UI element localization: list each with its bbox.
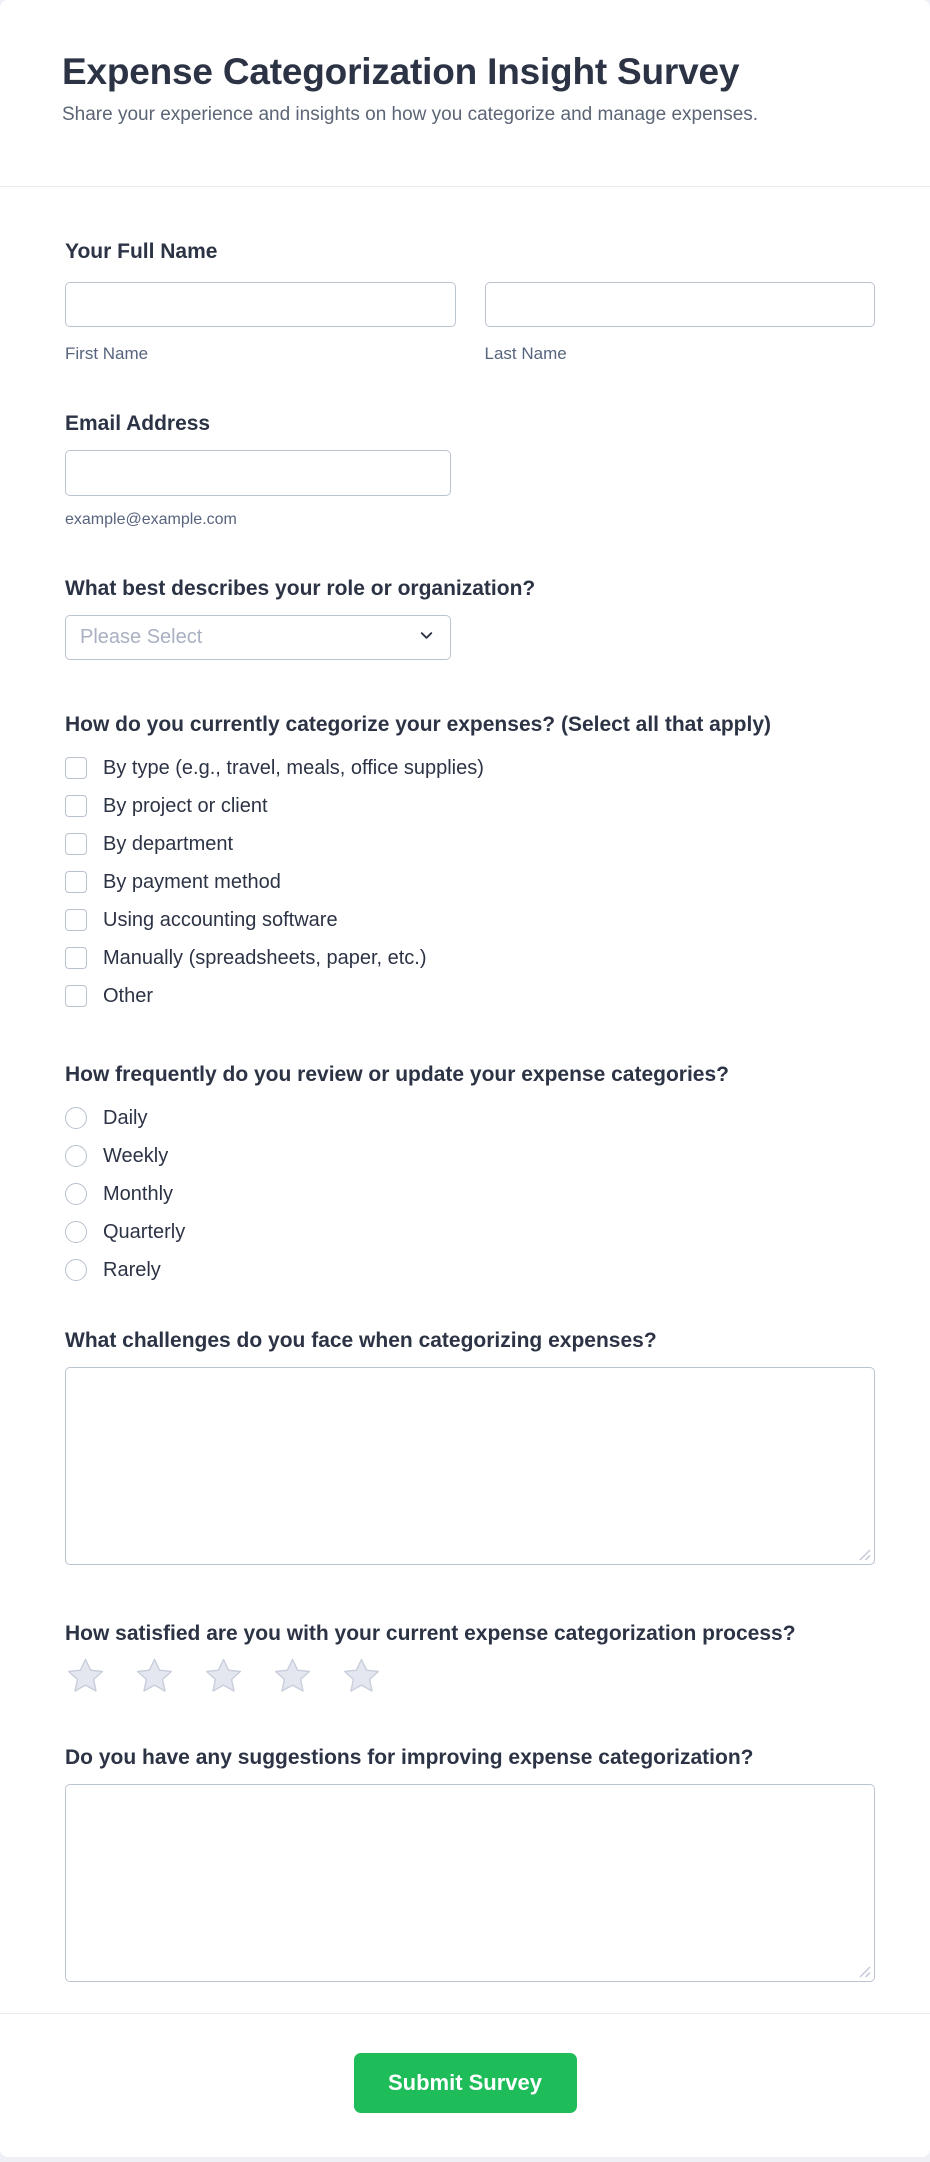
radio-option-label: Weekly (103, 1145, 169, 1167)
frequency-options (65, 1105, 875, 1283)
checkbox-icon[interactable] (65, 985, 87, 1007)
categorize-label: How do you currently categorize your expenses? (Select all that apply) (65, 713, 772, 736)
question-suggestions (65, 1745, 875, 1982)
checkbox-option-label: Other (103, 985, 154, 1007)
star-icon-5[interactable] (343, 1658, 380, 1694)
radio-option-rarely[interactable] (65, 1257, 875, 1283)
question-full-name (65, 239, 875, 364)
radio-option-label: Daily (103, 1107, 148, 1129)
checkbox-option-by-type[interactable] (65, 755, 875, 781)
challenges-label: What challenges do you face when categorizing expenses? (65, 1329, 657, 1352)
submit-row (0, 2053, 930, 2113)
submit-button[interactable]: Submit Survey (354, 2053, 577, 2113)
checkbox-option-by-payment-method[interactable] (65, 869, 875, 895)
role-label: What best describes your role or organization? (65, 577, 536, 600)
checkbox-icon[interactable] (65, 947, 87, 969)
checkbox-icon[interactable] (65, 795, 87, 817)
challenges-textarea[interactable] (65, 1367, 875, 1565)
checkbox-option-label: By department (103, 833, 234, 855)
email-input[interactable] (65, 450, 451, 496)
radio-icon[interactable] (65, 1221, 87, 1243)
question-challenges (65, 1328, 875, 1565)
star-icon-3[interactable] (205, 1658, 242, 1694)
radio-option-quarterly[interactable] (65, 1219, 875, 1245)
question-categorize (65, 712, 875, 1009)
question-email (65, 411, 875, 530)
challenges-textarea-wrap (65, 1367, 875, 1565)
footer-divider (0, 2013, 930, 2014)
role-select[interactable] (65, 615, 451, 660)
radio-option-daily[interactable] (65, 1105, 875, 1131)
radio-icon[interactable] (65, 1107, 87, 1129)
star-rating (67, 1658, 875, 1694)
checkbox-icon[interactable] (65, 757, 87, 779)
radio-option-monthly[interactable] (65, 1181, 875, 1207)
email-label: Email Address (65, 412, 211, 435)
checkbox-option-by-project[interactable] (65, 793, 875, 819)
radio-option-label: Quarterly (103, 1221, 186, 1243)
radio-icon[interactable] (65, 1145, 87, 1167)
categorize-options (65, 755, 875, 1009)
frequency-label: How frequently do you review or update your expense categories? (65, 1063, 729, 1086)
checkbox-option-label: By type (e.g., travel, meals, office supplies) (103, 757, 484, 779)
satisfaction-label: How satisfied are you with your current expense categorization process? (65, 1622, 796, 1645)
suggestions-textarea-wrap (65, 1784, 875, 1982)
checkbox-icon[interactable] (65, 833, 87, 855)
full-name-label: Your Full Name (65, 240, 218, 263)
checkbox-option-label: By payment method (103, 871, 281, 893)
checkbox-option-label: Manually (spreadsheets, paper, etc.) (103, 947, 427, 969)
page-title: Expense Categorization Insight Survey (62, 51, 740, 92)
question-frequency (65, 1062, 875, 1283)
last-name-col (485, 282, 876, 364)
checkbox-icon[interactable] (65, 871, 87, 893)
checkbox-option-manually[interactable] (65, 945, 875, 971)
chevron-down-icon (417, 626, 436, 650)
suggestions-textarea[interactable] (65, 1784, 875, 1982)
question-role (65, 576, 875, 660)
radio-option-weekly[interactable] (65, 1143, 875, 1169)
star-icon-4[interactable] (274, 1658, 311, 1694)
checkbox-icon[interactable] (65, 909, 87, 931)
form-body (0, 239, 930, 1982)
checkbox-option-by-department[interactable] (65, 831, 875, 857)
role-select-value: Please Select (80, 626, 203, 648)
star-icon-1[interactable] (67, 1658, 104, 1694)
checkbox-option-label: By project or client (103, 795, 268, 817)
radio-option-label: Rarely (103, 1259, 161, 1281)
checkbox-option-accounting-software[interactable] (65, 907, 875, 933)
question-satisfaction (65, 1621, 875, 1694)
name-fields-row (65, 282, 875, 364)
suggestions-label: Do you have any suggestions for improving expense categorization? (65, 1746, 754, 1769)
email-sublabel: example@example.com (65, 511, 237, 528)
star-icon-2[interactable] (136, 1658, 173, 1694)
checkbox-option-label: Using accounting software (103, 909, 338, 931)
last-name-sublabel: Last Name (484, 344, 567, 363)
first-name-sublabel: First Name (65, 344, 149, 363)
first-name-input[interactable] (65, 282, 456, 327)
radio-icon[interactable] (65, 1183, 87, 1205)
last-name-input[interactable] (485, 282, 876, 327)
page-subtitle: Share your experience and insights on how you categorize and manage expenses. (62, 104, 759, 125)
radio-icon[interactable] (65, 1259, 87, 1281)
first-name-col (65, 282, 456, 364)
checkbox-option-other[interactable] (65, 983, 875, 1009)
radio-option-label: Monthly (103, 1183, 174, 1205)
form-header (0, 0, 930, 187)
